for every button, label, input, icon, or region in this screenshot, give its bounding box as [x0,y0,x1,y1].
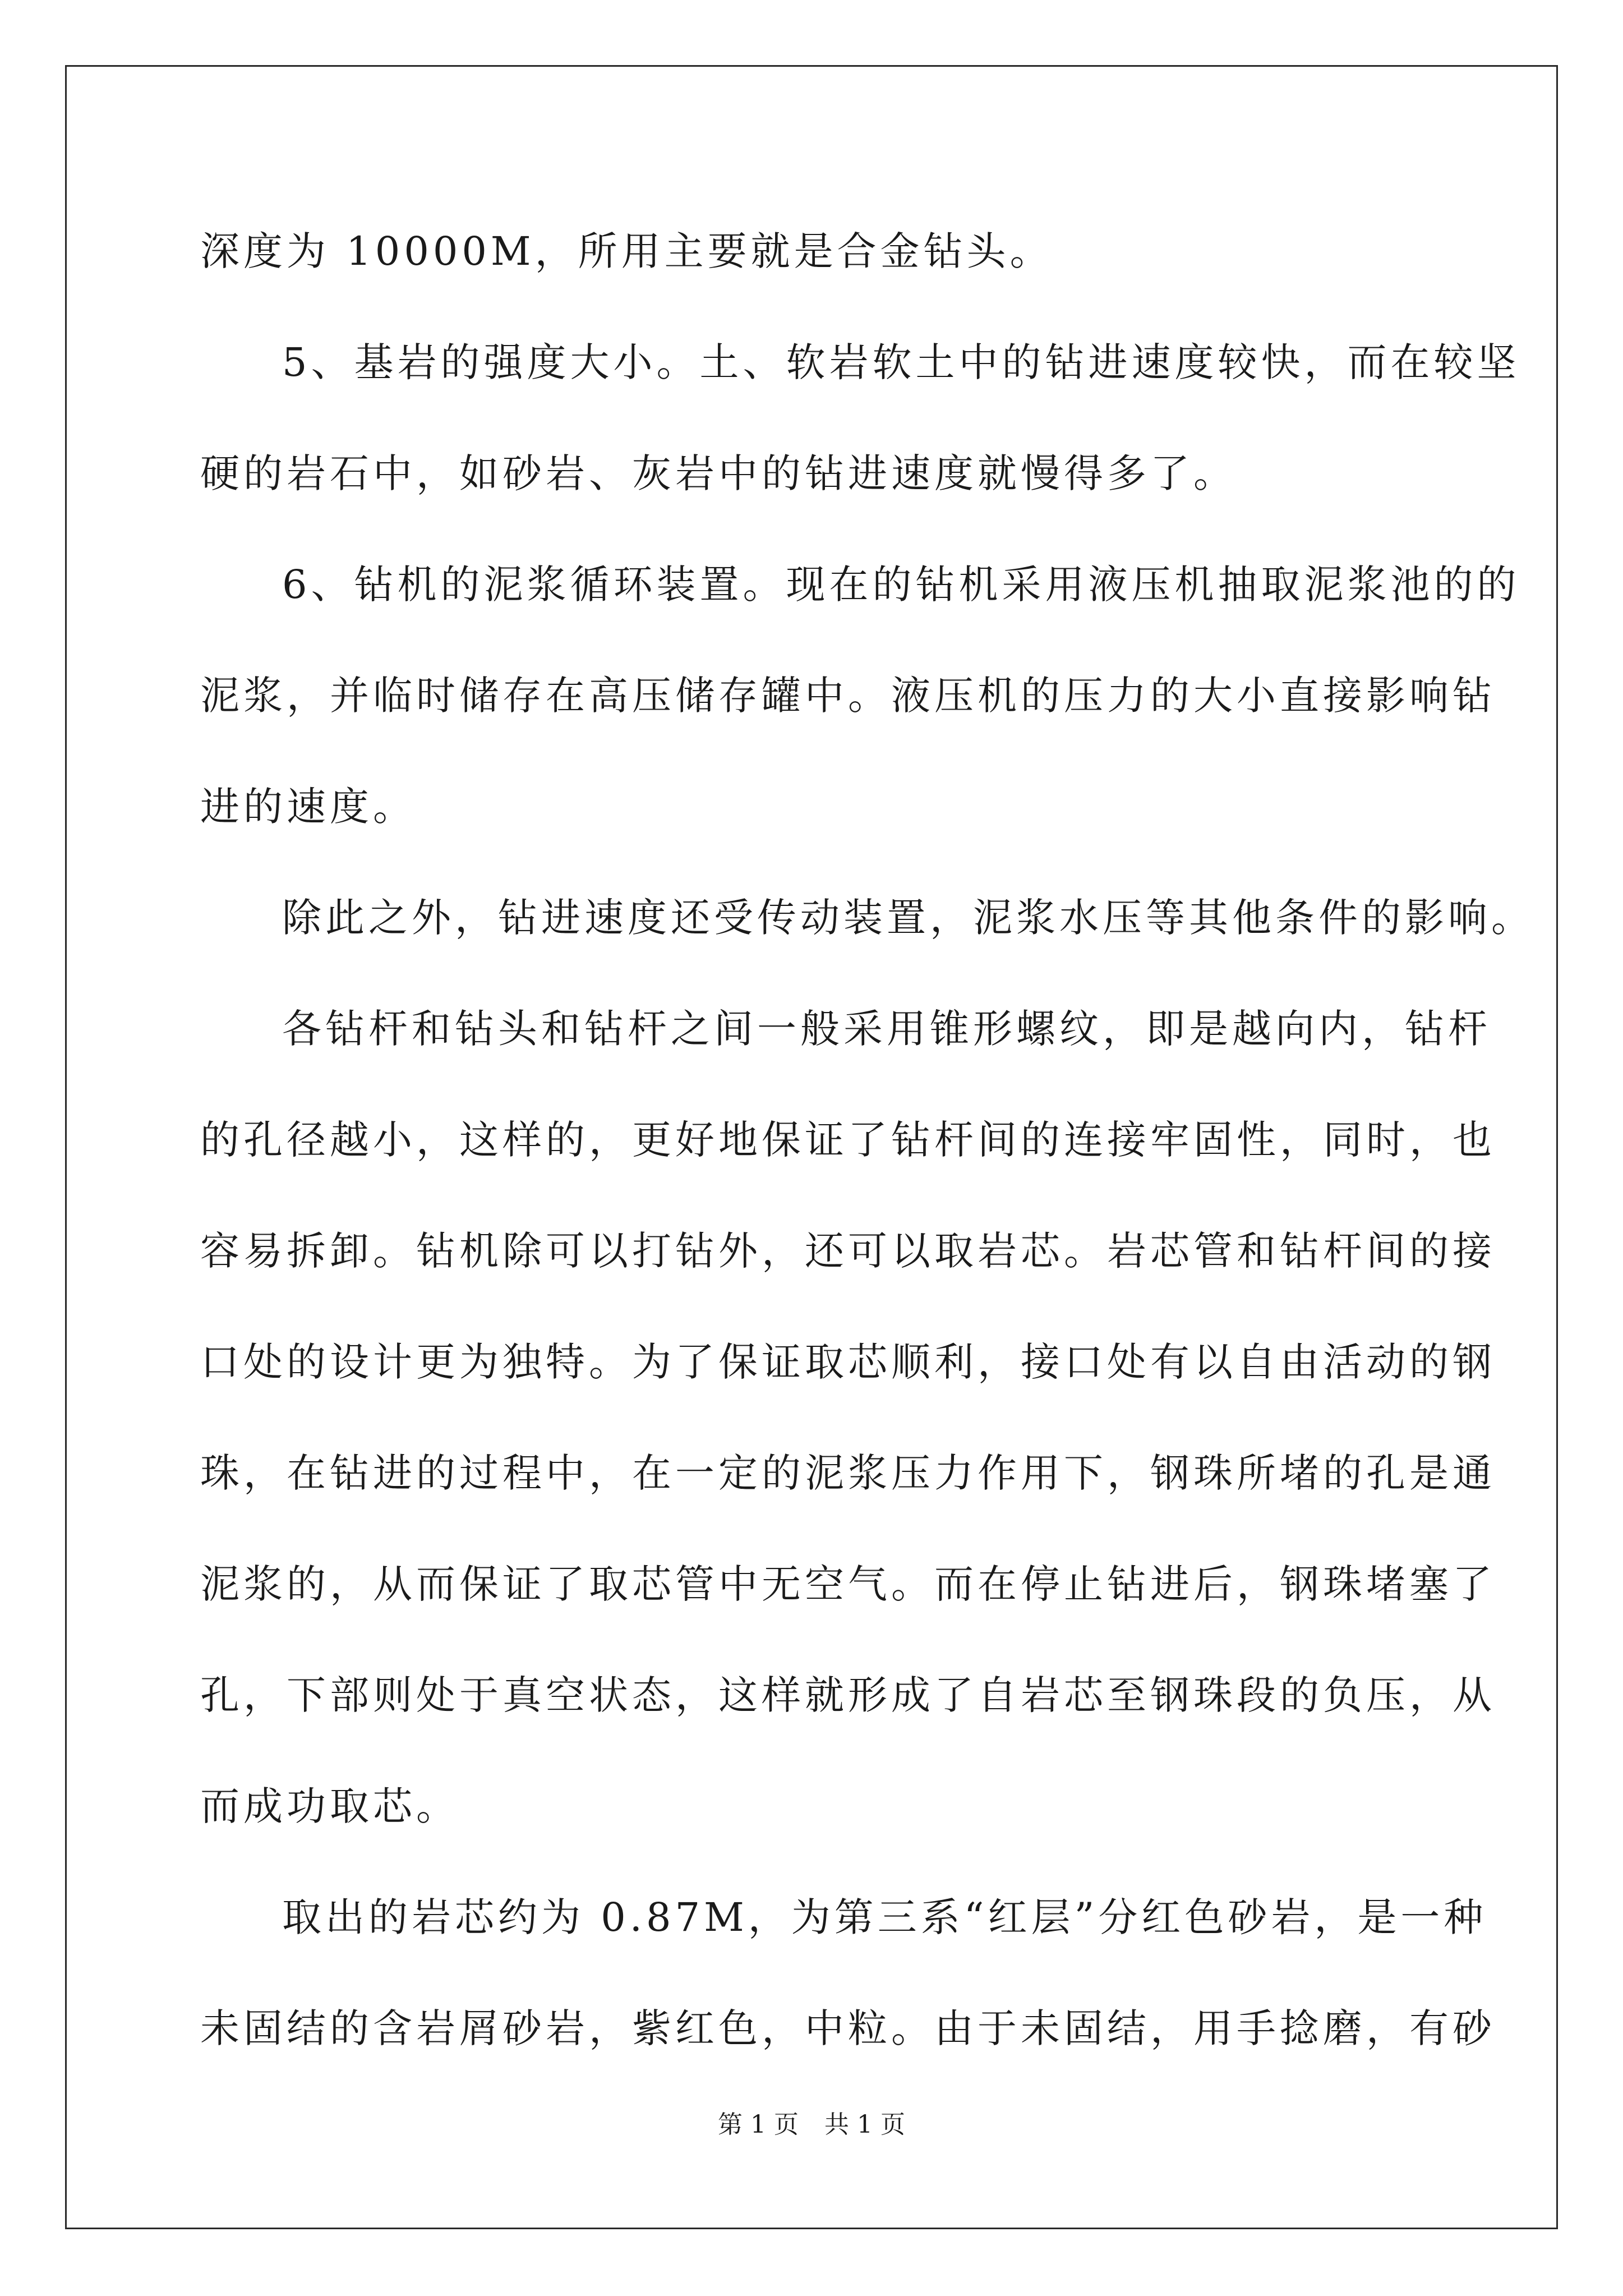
text-line: 孔，下部则处于真空状态，这样就形成了自岩芯至钢珠段的负压，从 [200,1672,1496,1718]
text-line: 泥浆，并临时储存在高压储存罐中。液压机的压力的大小直接影响钻 [200,673,1496,719]
page-footer [0,2108,1623,2142]
text-line: 深度为 10000M，所用主要就是合金钻头。 [200,228,1053,274]
page-total: 共 1 页 [824,2110,905,2139]
text-line: 泥浆的，从而保证了取芯管中无空气。而在停止钻进后，钢珠堵塞了 [200,1561,1496,1607]
text-line: 的孔径越小，这样的，更好地保证了钻杆间的连接牢固性，同时，也 [200,1117,1496,1163]
text-line: 未固结的含岩屑砂岩，紫红色，中粒。由于未固结，用手捻磨，有砂 [200,2005,1496,2051]
page-number: 第 1 页 [718,2110,799,2139]
text-line: 取出的岩芯约为 0.87M，为第三系“红层”分红色砂岩，是一种 [282,1894,1487,1940]
text-line: 硬的岩石中，如砂岩、灰岩中的钻进速度就慢得多了。 [200,450,1237,496]
text-line: 口处的设计更为独特。为了保证取芯顺利，接口处有以自由活动的钢 [200,1339,1496,1385]
text-line: 各钻杆和钻头和钻杆之间一般采用锥形螺纹，即是越向内，钻杆 [282,1006,1491,1052]
text-line: 6、钻机的泥浆循环装置。现在的钻机采用液压机抽取泥浆池的的 [282,562,1520,608]
text-line: 5、基岩的强度大小。土、软岩软土中的钻进速度较快，而在较坚 [282,339,1520,385]
text-line: 进的速度。 [200,784,416,830]
text-line: 容易拆卸。钻机除可以打钻外，还可以取岩芯。岩芯管和钻杆间的接 [200,1228,1496,1274]
text-line: 除此之外，钻进速度还受传动装置，泥浆水压等其他条件的影响。 [282,895,1534,941]
document-body [200,215,1534,2104]
text-line: 而成功取芯。 [200,1783,459,1829]
text-line: 珠，在钻进的过程中，在一定的泥浆压力作用下，钢珠所堵的孔是通 [200,1450,1496,1496]
